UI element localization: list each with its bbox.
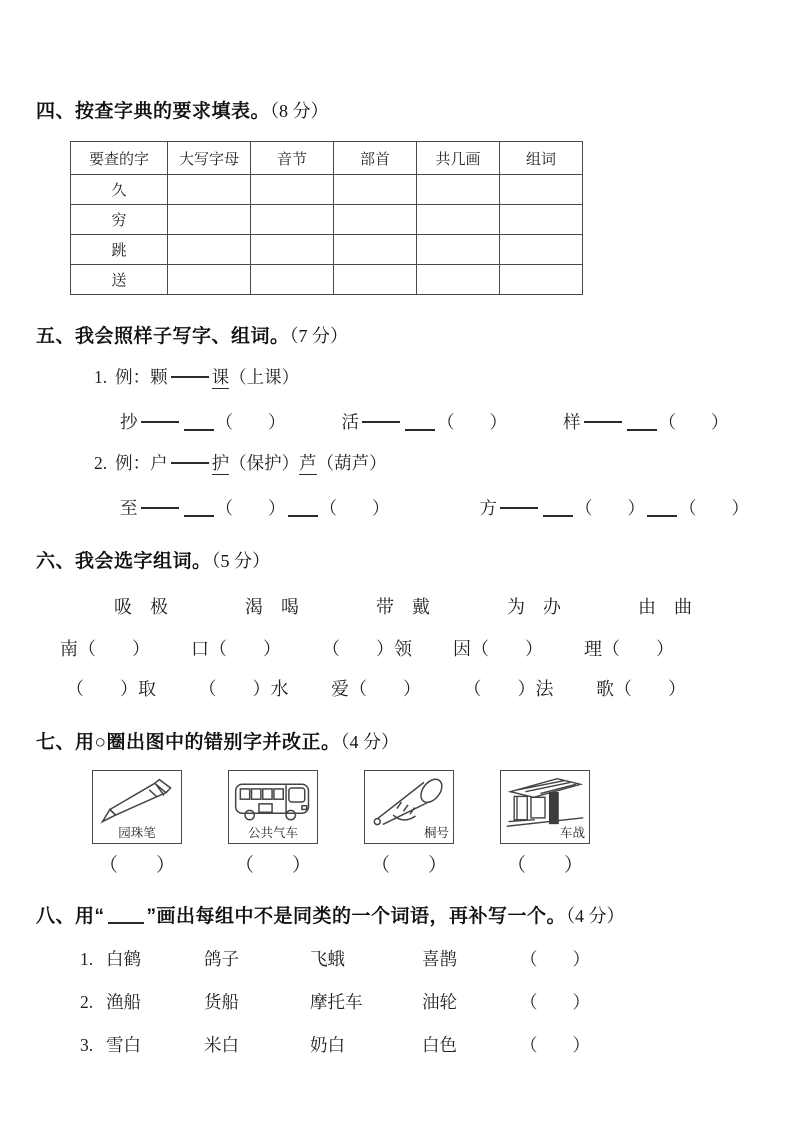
char-label: 活 (341, 412, 359, 432)
answer-blank (405, 429, 435, 431)
table-empty-cell (168, 235, 251, 265)
char-label: 方 (479, 498, 497, 518)
bracket-label: （ ） (215, 498, 286, 518)
section-title-text: 八、用“ (36, 906, 105, 927)
fill-line (120, 495, 753, 520)
word-item: 摩托车 (310, 992, 363, 1012)
table-empty-cell (334, 265, 417, 295)
word-item: 货船 (204, 992, 239, 1012)
item-number: 2. (94, 453, 108, 473)
answer-blank (288, 515, 318, 517)
word-row (80, 1032, 753, 1057)
table-char-cell: 跳 (71, 235, 168, 265)
picture-box-pen (92, 770, 182, 844)
table-empty-cell (251, 265, 334, 295)
choice-item: 理（ ） (584, 639, 674, 659)
table-row (71, 265, 583, 295)
fill-pair (563, 409, 729, 434)
example-line-2 (94, 450, 753, 475)
choice-line (60, 635, 674, 661)
table-empty-cell (417, 265, 500, 295)
bracket-label: （ ） (437, 412, 507, 432)
word-bank (114, 593, 692, 619)
example-word: （保护） (229, 453, 300, 473)
table-empty-cell (500, 175, 583, 205)
choice-item: 南（ ） (60, 639, 150, 659)
fill-pair (120, 495, 390, 520)
underline-blank (108, 922, 144, 924)
picture-label: 桐号 (423, 823, 450, 841)
bank-pair: 由 曲 (638, 597, 692, 617)
choice-item: 爱（ ） (331, 679, 421, 699)
section-4-title (36, 96, 753, 123)
fill-pair (480, 495, 750, 520)
dash-line (500, 507, 538, 509)
choice-item: （ ）领 (322, 639, 412, 659)
choice-item: 口（ ） (191, 639, 281, 659)
table-header-cell: 共几画 (417, 142, 500, 175)
table-empty-cell (500, 235, 583, 265)
table-empty-cell (417, 175, 500, 205)
table-row (71, 205, 583, 235)
char-label: 至 (120, 498, 138, 518)
choice-item: （ ）水 (198, 679, 289, 699)
table-header-cell: 音节 (251, 142, 334, 175)
table-char-cell: 送 (71, 265, 168, 295)
word-item: 白色 (422, 1035, 457, 1055)
word-item: 雪白 (106, 1035, 141, 1055)
char-label: 样 (563, 412, 581, 432)
char-label: 抄 (120, 412, 138, 432)
fill-pair (342, 409, 508, 434)
table-empty-cell (168, 265, 251, 295)
table-empty-cell (417, 235, 500, 265)
fill-line (120, 409, 753, 434)
choice-item: 因（ ） (453, 639, 543, 659)
table-row (71, 175, 583, 205)
example-answer: 护 (211, 453, 230, 473)
row-number: 1. (80, 949, 94, 969)
bracket-label: （ ） (575, 498, 645, 518)
word-item: 渔船 (106, 992, 141, 1012)
word-item: 米白 (204, 1035, 239, 1055)
example-prefix: 例：颗 (115, 367, 168, 387)
bank-pair: 渴 喝 (245, 597, 299, 617)
picture-label: 公共气车 (247, 823, 299, 841)
example-word: （葫芦） (316, 453, 387, 473)
answer-blank (647, 515, 677, 517)
picture-box-station (500, 770, 590, 844)
score-label: （8 分） (270, 101, 329, 121)
row-number: 2. (80, 992, 94, 1012)
word-row (80, 989, 753, 1014)
score-label: （4 分） (566, 906, 625, 926)
table-char-cell: 久 (71, 175, 168, 205)
section-title-text: 七、用○圈出图中的错别字并改正。 (36, 732, 341, 753)
bank-pair: 为 办 (507, 597, 561, 617)
answer-blank (184, 515, 214, 517)
table-empty-cell (334, 205, 417, 235)
example-answer: 芦 (299, 453, 317, 473)
answer-blank (543, 515, 573, 517)
table-empty-cell (251, 235, 334, 265)
bank-pair: 带 戴 (376, 597, 430, 617)
word-item: 白鹤 (106, 949, 141, 969)
table-empty-cell (500, 205, 583, 235)
score-label: （5 分） (211, 551, 271, 571)
table-header-row (71, 142, 583, 175)
answer-bracket: （ ） (506, 855, 583, 876)
table-header-cell: 大写字母 (168, 142, 251, 175)
fill-pair (120, 409, 286, 434)
answer-bracket: （ ） (234, 855, 311, 876)
word-item: 鸽子 (204, 949, 239, 969)
section-7-title (36, 727, 753, 754)
section-title-text: 六、我会选字组词。 (36, 551, 212, 572)
bank-pair: 吸 极 (114, 597, 168, 617)
table-empty-cell (168, 205, 251, 235)
table-empty-cell (417, 205, 500, 235)
section-5-title (36, 321, 753, 348)
bracket-label: （ ） (679, 498, 749, 518)
word-item: 飞蛾 (310, 949, 345, 969)
table-empty-cell (334, 235, 417, 265)
picture-label: 园珠笔 (117, 823, 157, 841)
example-line-1 (94, 364, 753, 389)
dash-line (171, 462, 209, 464)
table-empty-cell (334, 175, 417, 205)
table-empty-cell (251, 175, 334, 205)
choice-item: （ ）法 (463, 679, 554, 699)
table-header-cell: 部首 (334, 142, 417, 175)
choice-item: 歌（ ） (596, 679, 686, 699)
section-title-text: 五、我会照样子写字、组词。 (36, 326, 290, 347)
section-title-text: 四、按查字典的要求填表。 (36, 101, 271, 122)
answer-bracket: （ ） (98, 855, 175, 876)
word-row (80, 946, 753, 971)
table-empty-cell (251, 205, 334, 235)
example-answer: 课 (211, 367, 230, 387)
example-prefix: 例：户 (115, 453, 168, 473)
picture-box-bus (228, 770, 318, 844)
table-header-cell: 组词 (500, 142, 583, 175)
table-empty-cell (500, 265, 583, 295)
section-6-title (36, 546, 753, 573)
choice-line (66, 675, 686, 701)
answer-bracket: （ ） (370, 855, 447, 876)
section-title-text: ”画出每组中不是同类的一个词语，再补写一个。 (146, 906, 567, 927)
table-empty-cell (168, 175, 251, 205)
picture-row (92, 770, 753, 844)
dash-line (362, 421, 400, 423)
word-item: 喜鹊 (422, 949, 457, 969)
choice-item: （ ）取 (66, 679, 156, 699)
table-header-cell: 要查的字 (71, 142, 168, 175)
score-label: （7 分） (289, 326, 349, 346)
dash-line (171, 376, 209, 378)
word-item: 奶白 (310, 1035, 345, 1055)
answer-bracket: （ ） (520, 949, 590, 969)
bracket-label: （ ） (658, 412, 729, 432)
table-row (71, 235, 583, 265)
score-label: （4 分） (340, 732, 399, 752)
answer-blank (184, 429, 214, 431)
dictionary-table (70, 141, 583, 295)
answer-blank (627, 429, 657, 431)
bracket-label: （ ） (215, 412, 286, 432)
item-number: 1. (94, 367, 108, 387)
dash-line (584, 421, 622, 423)
bracket-label: （ ） (319, 498, 390, 518)
example-word: （上课） (229, 367, 300, 387)
picture-label: 车战 (559, 823, 586, 841)
picture-box-trumpet (364, 770, 454, 844)
dash-line (141, 421, 179, 423)
table-char-cell: 穷 (71, 205, 168, 235)
word-item: 油轮 (422, 992, 457, 1012)
answer-bracket: （ ） (520, 992, 590, 1012)
row-number: 3. (80, 1035, 94, 1055)
section-8-title (36, 901, 753, 928)
dash-line (141, 507, 179, 509)
picture-bracket-row (92, 850, 753, 877)
answer-bracket: （ ） (520, 1035, 590, 1055)
